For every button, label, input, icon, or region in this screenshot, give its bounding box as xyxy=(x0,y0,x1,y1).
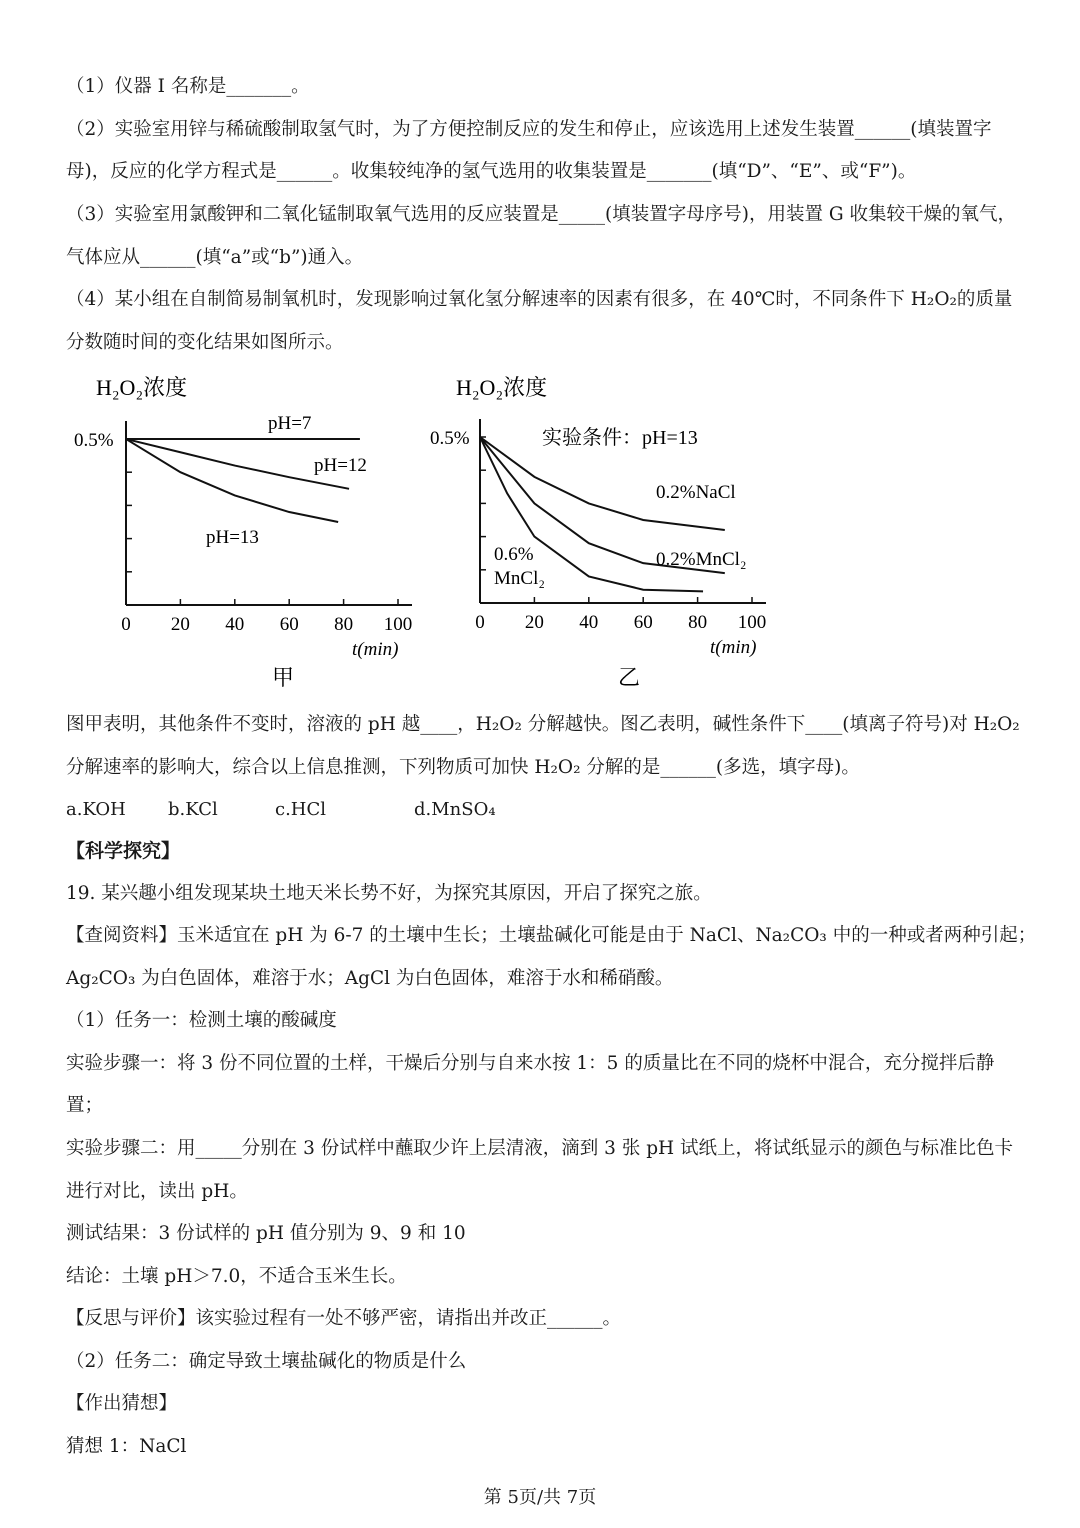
step-2-line-2: 进行对比，读出 pH。 xyxy=(66,1181,248,1202)
chart-jia-series-label: pH=12 xyxy=(314,455,367,476)
hypothesis-1: 猜想 1：NaCl xyxy=(66,1436,187,1457)
chart-jia-x-tick-label: 20 xyxy=(170,614,190,635)
chart-yi-x-tick-label: 0 xyxy=(475,612,485,633)
chart-jia-x-tick-label: 100 xyxy=(383,614,413,635)
question-2-line-1: （2）实验室用锌与稀硫酸制取氢气时，为了方便控制反应的发生和停止，应该选用上述发生装置______(填装置字 xyxy=(66,119,992,140)
reference-line-1: 【查阅资料】玉米适宜在 pH 为 6-7 的土壤中生长；土壤盐碱化可能是由于 NaCl、Na₂CO₃ 中的一种或者两种引起； xyxy=(66,925,1037,946)
chart-yi-series-label: MnCl₂ xyxy=(494,568,545,589)
chart-jia-series-label: pH=13 xyxy=(206,527,259,548)
analysis-line-1: 图甲表明，其他条件不变时，溶液的 pH 越____，H₂O₂ 分解越快。图乙表明，碱性条件下____(填离子符号)对 H₂O₂ xyxy=(66,714,1020,735)
chart-yi xyxy=(420,365,820,695)
chart-yi-ytick: 0.5% xyxy=(430,428,470,449)
chart-yi-x-tick-label: 80 xyxy=(688,612,708,633)
chart-yi-caption: 乙 xyxy=(618,665,641,690)
task-2: （2）任务二：确定导致土壤盐碱化的物质是什么 xyxy=(66,1351,467,1372)
question-2-line-2: 母)，反应的化学方程式是______。收集较纯净的氢气选用的收集装置是_______(填“D”、“E”、或“F”)。 xyxy=(66,161,917,182)
choice-c: c.HCl xyxy=(275,799,327,820)
chart-yi-series-label: 0.6% xyxy=(494,544,534,565)
question-3-line-2: 气体应从______(填“a”或“b”)通入。 xyxy=(66,247,364,268)
choice-b: b.KCl xyxy=(168,799,218,820)
test-result: 测试结果：3 份试样的 pH 值分别为 9、9 和 10 xyxy=(66,1223,466,1244)
chart-jia-caption: 甲 xyxy=(272,665,295,690)
chart-yi-series-label: 0.2%MnCl₂ xyxy=(656,549,747,570)
chart-jia-ylabel: H₂O₂浓度 xyxy=(96,375,188,400)
chart-yi-x-tick-label: 100 xyxy=(737,612,767,633)
chart-yi-x-tick-label: 60 xyxy=(633,612,653,633)
chart-yi-x-tick-label: 40 xyxy=(579,612,599,633)
choice-a: a.KOH xyxy=(66,799,126,820)
analysis-line-2: 分解速率的影响大，综合以上信息推测，下列物质可加快 H₂O₂ 分解的是______(多选，填字母)。 xyxy=(66,757,860,778)
conclusion: 结论：土壤 pH＞7.0，不适合玉米生长。 xyxy=(66,1266,407,1287)
page-footer: 第 5页/共 7页 xyxy=(483,1487,597,1508)
step-2-line-1: 实验步骤二：用_____分别在 3 份试样中蘸取少许上层清液，滴到 3 张 pH 试纸上，将试纸显示的颜色与标准比色卡 xyxy=(66,1138,1014,1159)
question-19: 19. 某兴趣小组发现某块土地天米长势不好，为探究其原因，开启了探究之旅。 xyxy=(66,883,712,904)
question-4-line-2: 分数随时间的变化结果如图所示。 xyxy=(66,332,344,353)
question-4-line-1: （4）某小组在自制简易制氧机时，发现影响过氧化氢分解速率的因素有很多，在 40℃时，不同条件下 H₂O₂的质量 xyxy=(66,289,1013,310)
chart-yi-x-tick-label: 20 xyxy=(524,612,544,633)
question-3-line-1: （3）实验室用氯酸钾和二氧化锰制取氧气选用的反应装置是_____(填装置字母序号)，用装置 G 收集较干燥的氧气， xyxy=(66,204,1016,225)
choice-d: d.MnSO₄ xyxy=(414,799,496,820)
chart-jia-x-tick-label: 40 xyxy=(225,614,245,635)
step-1-line-2: 置； xyxy=(66,1095,104,1116)
chart-jia xyxy=(60,365,430,695)
chart-jia-series-label: pH=7 xyxy=(268,413,312,434)
task-1: （1）任务一：检测土壤的酸碱度 xyxy=(66,1010,337,1031)
chart-jia-ytick: 0.5% xyxy=(74,430,114,451)
section-heading: 【科学探究】 xyxy=(66,840,181,862)
hypothesis-heading: 【作出猜想】 xyxy=(66,1393,178,1414)
chart-jia-xlabel: t(min) xyxy=(352,639,399,660)
reflection: 【反思与评价】该实验过程有一处不够严密，请指出并改正______。 xyxy=(66,1308,622,1329)
chart-jia-x-tick-label: 80 xyxy=(334,614,354,635)
chart-jia-x-tick-label: 60 xyxy=(279,614,299,635)
question-1: （1）仪器 I 名称是_______。 xyxy=(66,76,310,97)
chart-yi-ylabel: H₂O₂浓度 xyxy=(456,375,548,400)
chart-yi-xlabel: t(min) xyxy=(710,637,757,658)
step-1-line-1: 实验步骤一：将 3 份不同位置的土样，干燥后分别与自来水按 1：5 的质量比在不同的烧杯中混合，充分搅拌后静 xyxy=(66,1053,995,1074)
reference-line-2: Ag₂CO₃ 为白色固体，难溶于水；AgCl 为白色固体，难溶于水和稀硝酸。 xyxy=(66,968,674,989)
chart-jia-x-tick-label: 0 xyxy=(121,614,131,635)
chart-yi-condition: 实验条件：pH=13 xyxy=(542,427,698,449)
chart-yi-series-label: 0.2%NaCl xyxy=(656,482,736,503)
